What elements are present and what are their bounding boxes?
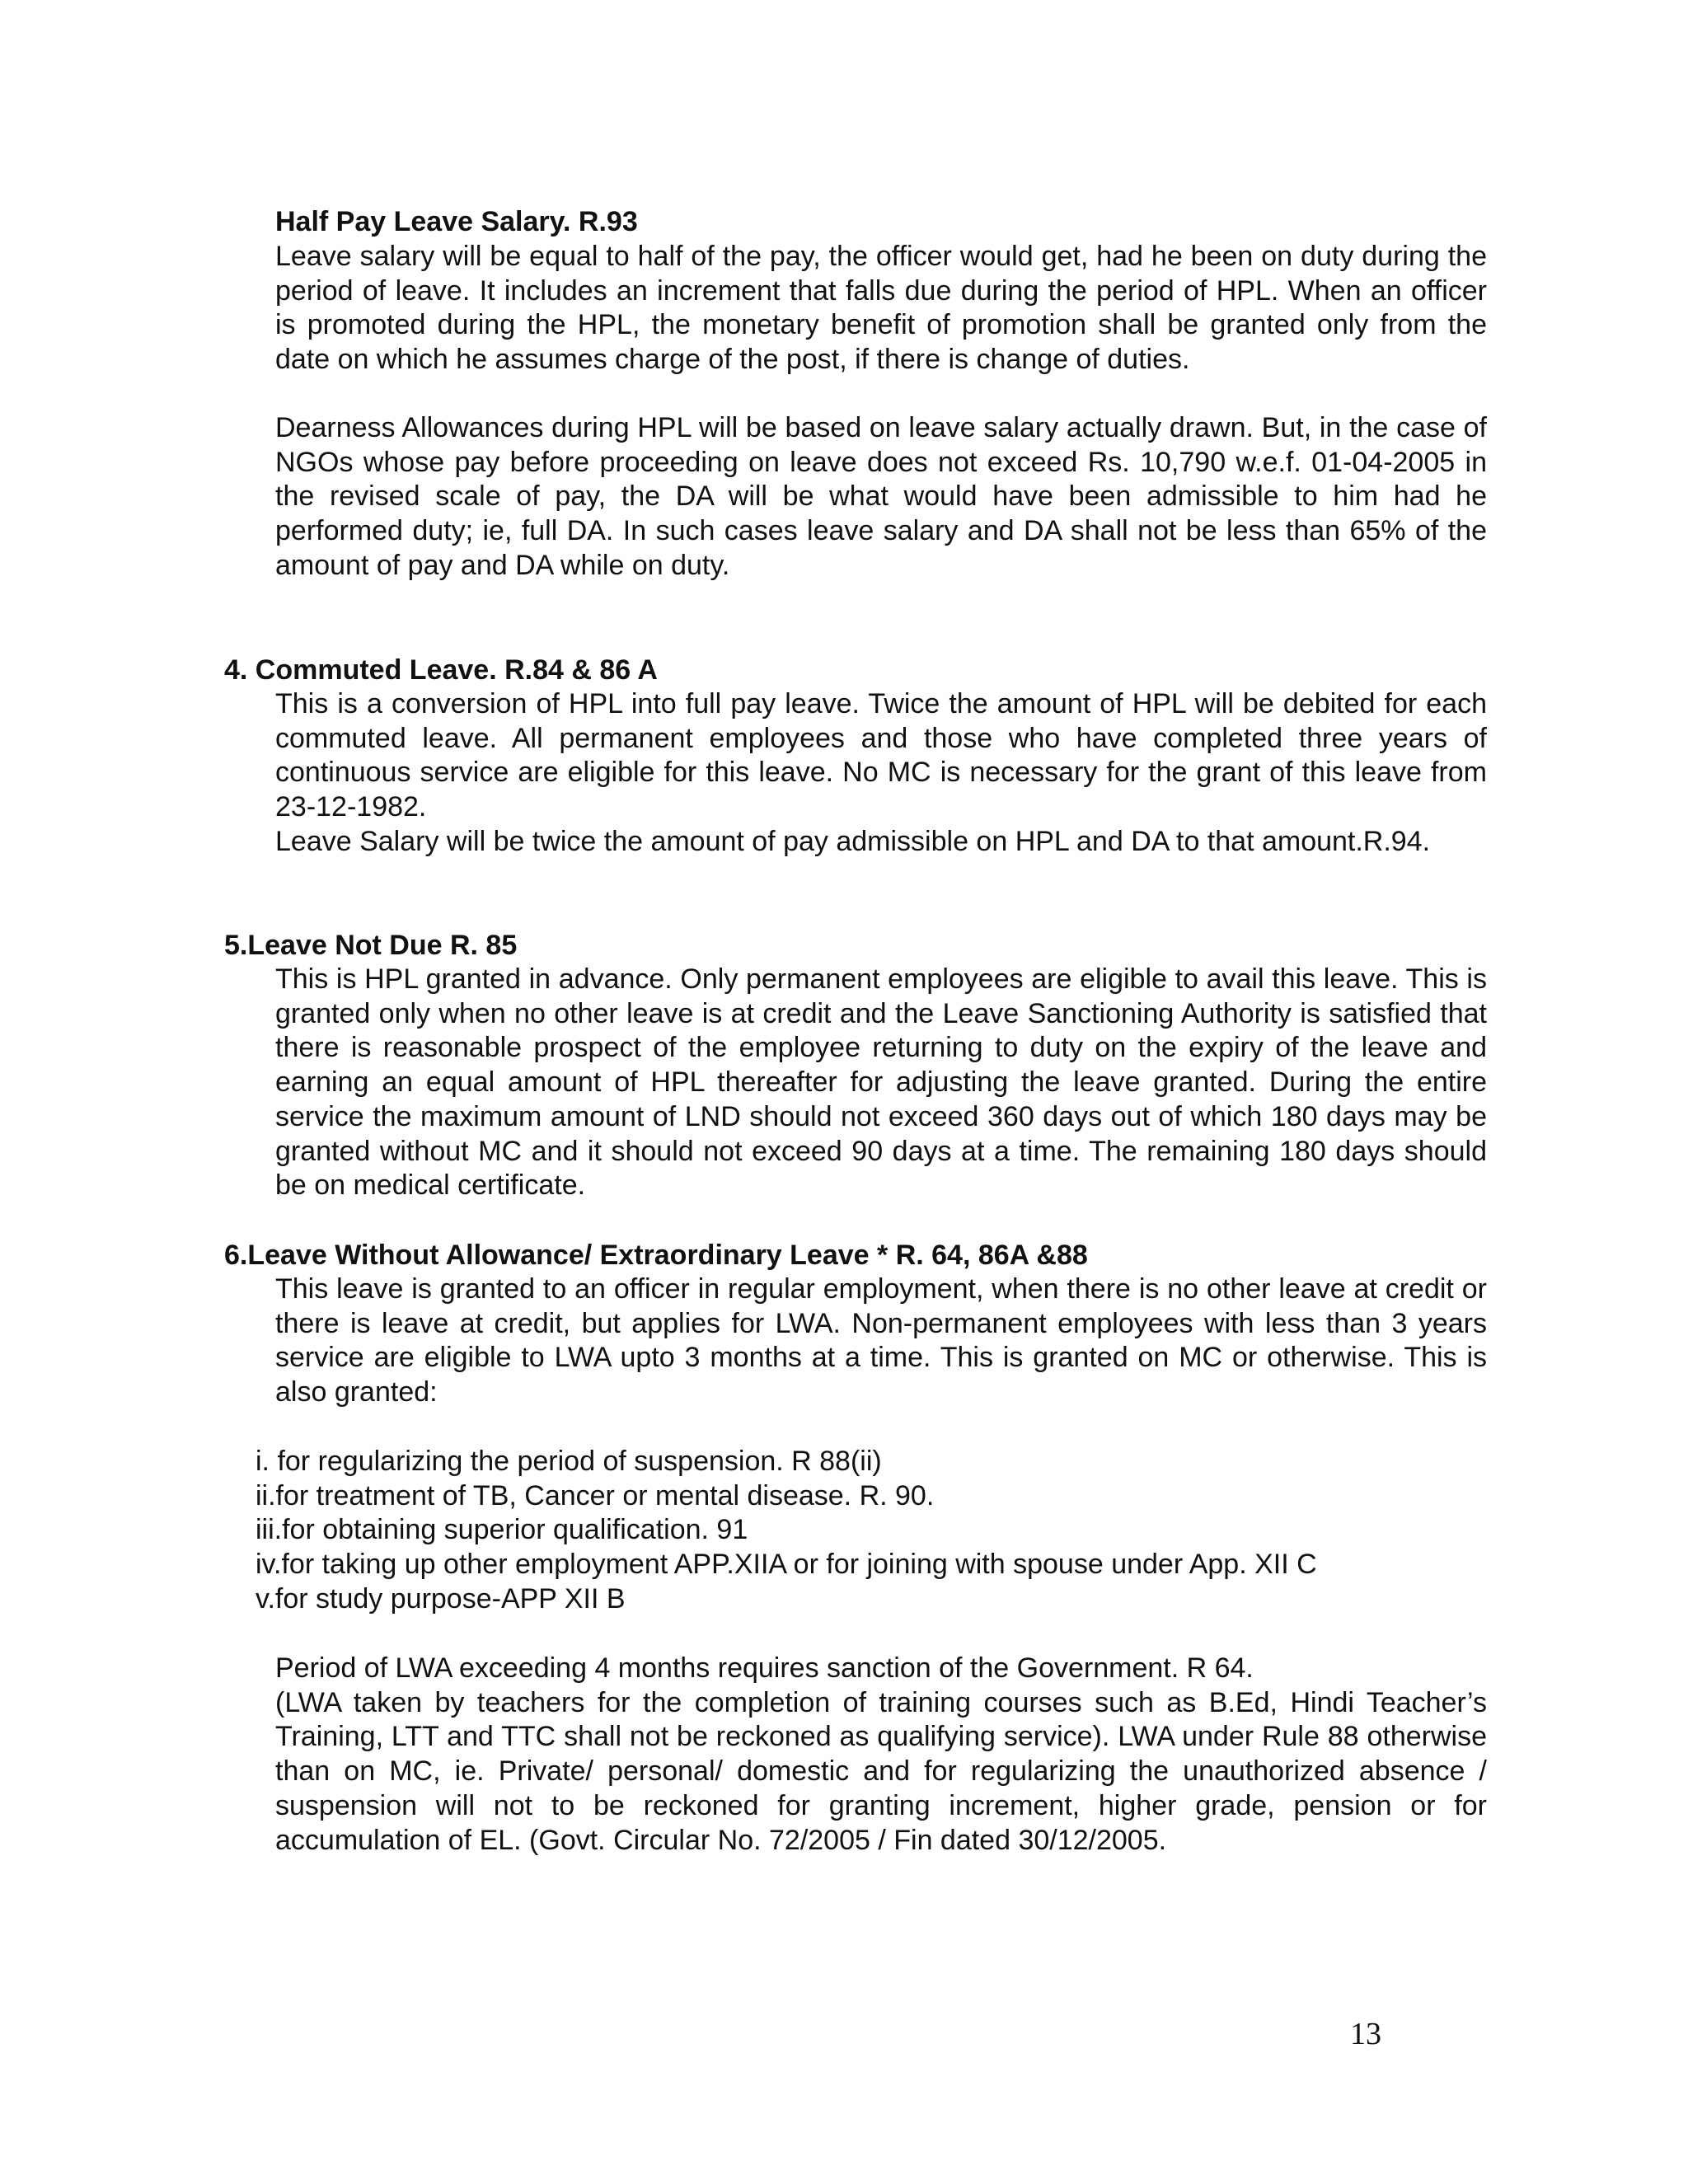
heading-half-pay-leave-salary: Half Pay Leave Salary. R.93: [275, 206, 638, 237]
commuted-leave-paragraph-1: This is a conversion of HPL into full pay leave. Twice the amount of HPL will be debited for each commuted leave. All permanent employees and those who have completed three years of continuous service are eligible for this leave. No MC is necessary for the grant of this leave from 23-12-1982.: [275, 688, 1487, 823]
lwa-teachers-paragraph: (LWA taken by teachers for the completion of training courses such as B.Ed, Hindi Teacher’s Training, LTT and TTC shall not be reckoned as qualifying service). LWA under Rule 88 otherwise than on MC, ie. Private/ personal/ domestic and for regularizing the unauthorized absence / suspension will not to be reckoned for granting increment, higher grade, pension or for accumulation of EL. (Govt. Circular No. 72/2005 / Fin dated 30/12/2005.: [275, 1686, 1487, 1856]
commuted-leave-salary-paragraph: Leave Salary will be twice the amount of pay admissible on HPL and DA to that amount.R.94.: [275, 825, 1431, 857]
section-half-pay-leave-salary: [275, 240, 1487, 583]
list-item: iv.for taking up other employment APP.XIIA or for joining with spouse under App. XII C: [256, 1549, 1317, 1581]
section-leave-not-due: [275, 963, 1487, 1203]
section-commuted-leave: [275, 687, 1487, 860]
heading-commuted-leave: 4. Commuted Leave. R.84 & 86 A: [224, 654, 658, 686]
list-item: v.for study purpose-APP XII B: [256, 1582, 626, 1615]
heading-leave-without-allowance: 6.Leave Without Allowance/ Extraordinary Leave * R. 64, 86A &88: [224, 1240, 1088, 1271]
list-item: ii.for treatment of TB, Cancer or mental disease. R. 90.: [256, 1479, 935, 1511]
lwa-sanction-paragraph: Period of LWA exceeding 4 months requires sanction of the Government. R 64.: [275, 1652, 1254, 1684]
lwa-paragraph-1: This leave is granted to an officer in regular employment, when there is no other leave at credit or there is leave at credit, but applies for LWA. Non-permanent employees with less than 3 years service are eligible to LWA upto 3 months at a time. This is granted on MC or otherwise. This is also granted:: [275, 1273, 1487, 1408]
leave-not-due-paragraph: This is HPL granted in advance. Only permanent employees are eligible to avail this leave. This is granted only when no other leave is at credit and the Leave Sanctioning Authority is satisfied that there is reasonable prospect of the employee returning to duty on the expiry of the leave and earning an equal amount of HPL thereafter for adjusting the leave granted. During the entire service the maximum amount of LND should not exceed 360 days out of which 180 days may be granted without MC and it should not exceed 90 days at a time. The remaining 180 days should be on medical certificate.: [275, 963, 1487, 1202]
section-leave-without-allowance: [275, 1272, 1487, 1410]
list-item: iii.for obtaining superior qualification. 91: [256, 1514, 748, 1546]
hpl-salary-paragraph-1: Leave salary will be equal to half of the pay, the officer would get, had he been on duty during the period of leave. It includes an increment that falls due during the period of HPL. When an officer is promoted during the HPL, the monetary benefit of promotion shall be granted only from the date on which he assumes charge of the post, if there is change of duties.: [275, 241, 1487, 376]
hpl-dearness-allowance-paragraph: Dearness Allowances during HPL will be based on leave salary actually drawn. But, in the case of NGOs whose pay before proceeding on leave does not exceed Rs. 10,790 w.e.f. 01-04-2005 in the revised scale of pay, the DA will be what would have been admissible to him had he performed duty; ie, full DA. In such cases leave salary and DA shall not be less than 65% of the amount of pay and DA while on duty.: [275, 411, 1487, 581]
lwa-purpose-list: [256, 1445, 1492, 1617]
page-number: 13: [1350, 2017, 1381, 2051]
heading-leave-not-due: 5.Leave Not Due R. 85: [224, 930, 518, 961]
list-item: i. for regularizing the period of suspension. R 88(ii): [256, 1446, 882, 1477]
section-lwa-notes: [275, 1652, 1487, 1858]
